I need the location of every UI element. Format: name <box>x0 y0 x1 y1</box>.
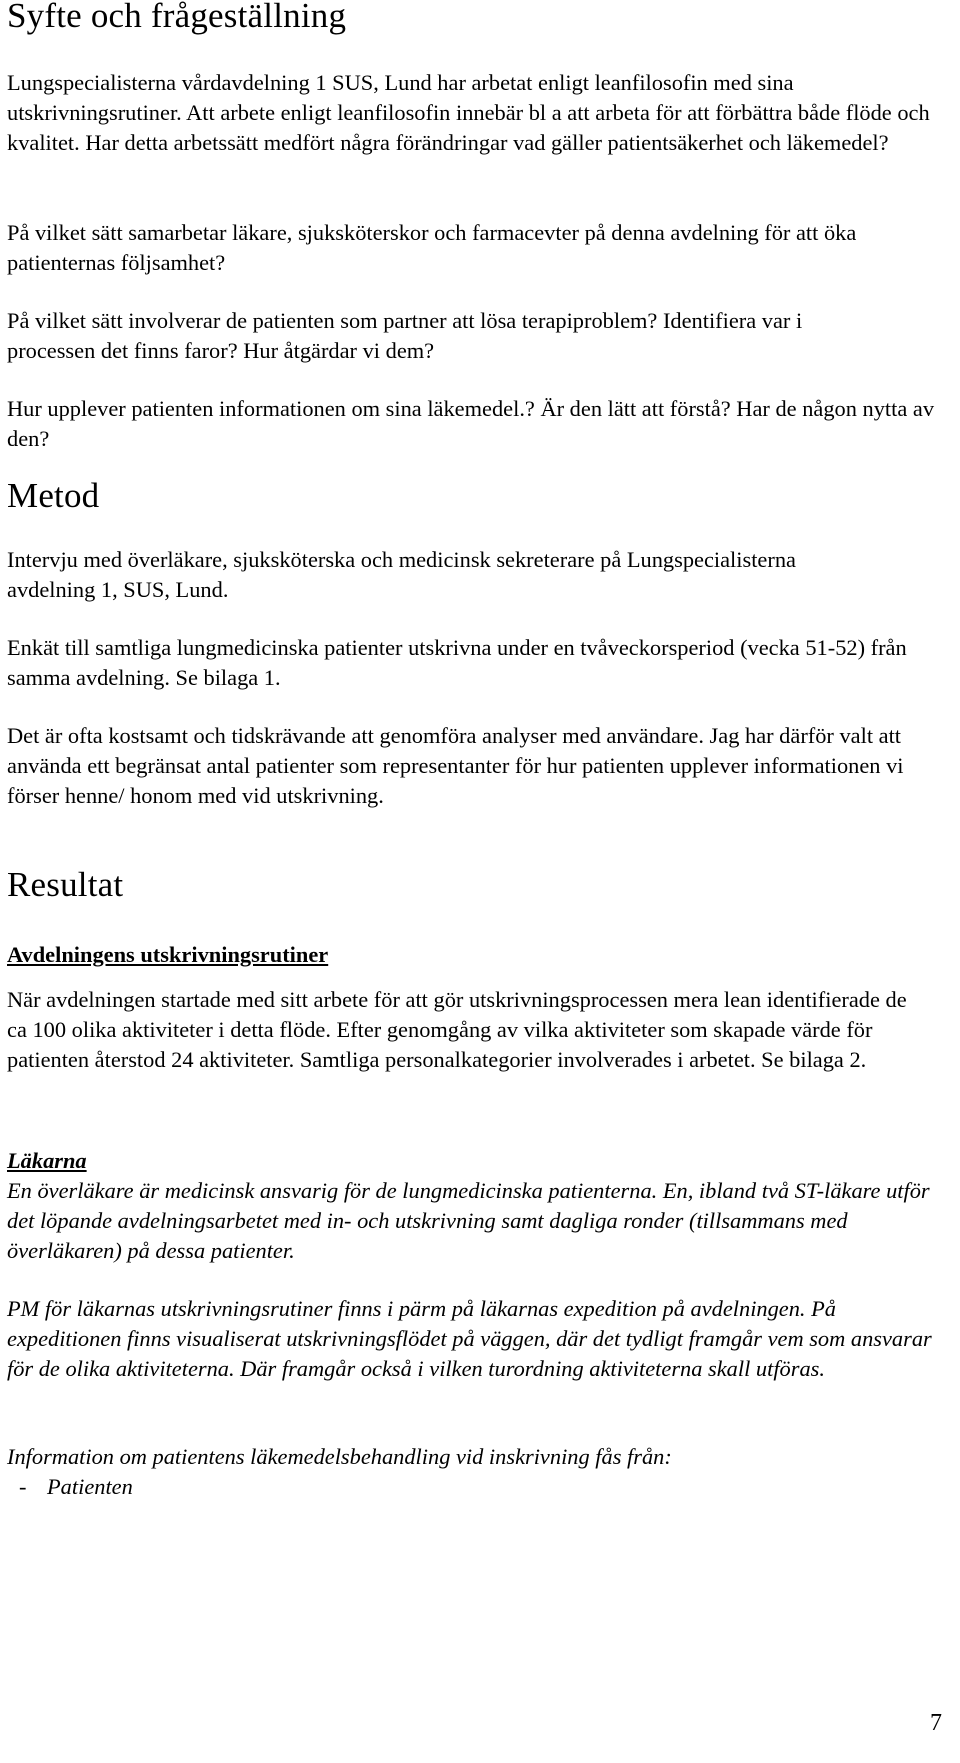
list-item <box>7 1472 133 1502</box>
resultat-paragraph: När avdelningen startade med sitt arbete för att gör utskrivningsprocessen mera lean identifierade de ca 100 olika aktiviteter i detta flöde. Efter genomgång av vilka aktiviteter som skapade värde för patienten återstod 24 aktiviteter. Samtliga personalkategorier involverades i arbetet. Se bilaga 2. <box>7 987 907 1072</box>
metod-paragraph-3: Det är ofta kostsamt och tidskrävande att genomföra analyser med användare. Jag har därför valt att använda ett begränsat antal patienter som representanter för hur patienten upplever informationen vi förser henne/ honom med vid utskrivning. <box>7 723 904 808</box>
metod-paragraph-2: Enkät till samtliga lungmedicinska patienter utskrivna under en tvåveckorsperiod (vecka 51-52) från samma avdelning. Se bilaga 1. <box>7 635 907 690</box>
lakarna-paragraph-1: En överläkare är medicinsk ansvarig för de lungmedicinska patienterna. En, ibland två ST-läkare utför det löpande avdelningsarbetet med in- och utskrivning samt dagliga ronder (tillsammans med överläkaren) på dessa patienter. <box>7 1178 930 1263</box>
lakarna-paragraph-3: Information om patientens läkemedelsbehandling vid inskrivning fås från: <box>7 1444 672 1469</box>
syfte-paragraph-2: På vilket sätt samarbetar läkare, sjuksköterskor och farmacevter på denna avdelning för att öka patienternas följsamhet? <box>7 220 857 275</box>
list-item-text: Patienten <box>47 1474 133 1499</box>
heading-syfte: Syfte och frågeställning <box>7 0 347 35</box>
metod-paragraph-1: Intervju med överläkare, sjuksköterska och medicinsk sekreterare på Lungspecialisterna avdelning 1, SUS, Lund. <box>7 547 796 602</box>
heading-resultat: Resultat <box>7 865 124 904</box>
list-dash: - <box>19 1474 27 1499</box>
lakarna-heading: Läkarna <box>7 1148 87 1173</box>
resultat-subheading: Avdelningens utskrivningsrutiner <box>7 942 329 967</box>
heading-metod: Metod <box>7 476 100 515</box>
lakarna-paragraph-2: PM för läkarnas utskrivningsrutiner finns i pärm på läkarnas expedition på avdelningen. På expeditionen finns visualiserat utskrivningsflödet på väggen, där det tydligt framgår vem som ansvarar för de olika aktiviteterna. Där framgår också i vilken turordning aktiviteterna skall utföras. <box>7 1296 932 1381</box>
syfte-paragraph-3: På vilket sätt involverar de patienten som partner att lösa terapiproblem? Identifiera var i processen det finns faror? Hur åtgärdar vi dem? <box>7 308 803 363</box>
syfte-paragraph-1: Lungspecialisterna vårdavdelning 1 SUS, Lund har arbetat enligt leanfilosofin med sina utskrivningsrutiner. Att arbete enligt leanfilosofin innebär bl a att arbeta för att förbättra både flöde och kvalitet. Har detta arbetssätt medfört några förändringar vad gäller patientsäkerhet och läkemedel? <box>7 70 930 155</box>
page-number: 7 <box>930 1710 942 1736</box>
syfte-paragraph-4: Hur upplever patienten informationen om sina läkemedel.? Är den lätt att förstå? Har de någon nytta av den? <box>7 396 935 451</box>
